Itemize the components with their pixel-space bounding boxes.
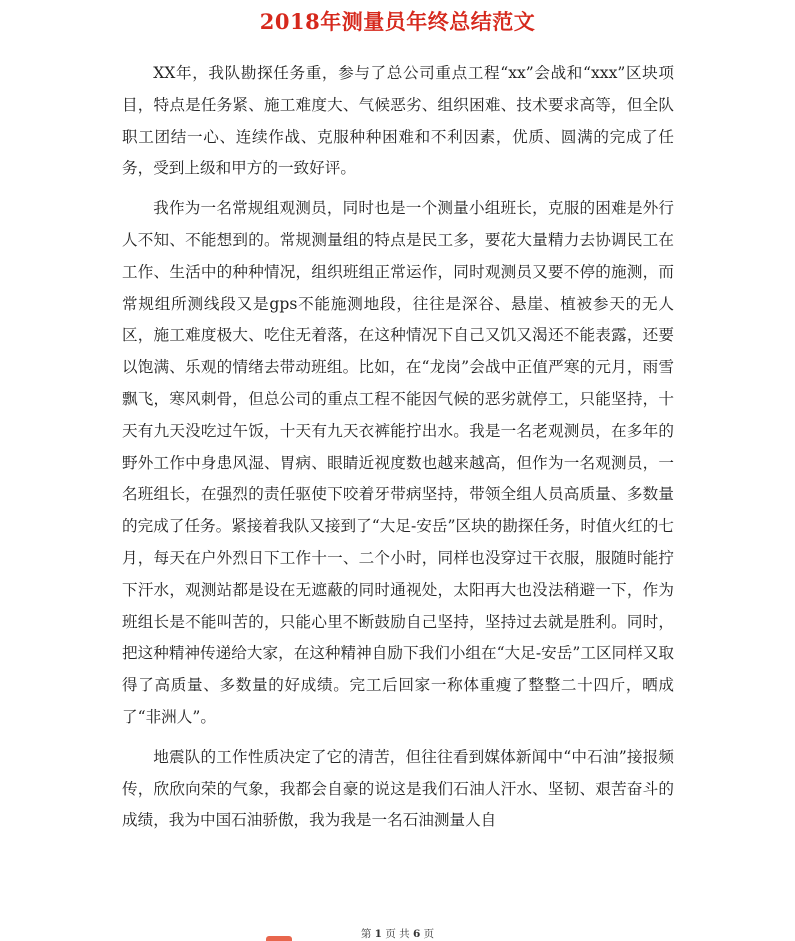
- document-title: 2018年测量员年终总结范文: [259, 9, 536, 34]
- footer-total-pages: 6: [413, 928, 421, 940]
- footer-prefix: 第: [360, 928, 372, 940]
- footer-middle: 页 共: [385, 928, 410, 940]
- document-body: [122, 58, 674, 845]
- footer-suffix: 页: [423, 928, 435, 940]
- paragraph-3: 地震队的工作性质决定了它的清苦，但往往看到媒体新闻中“中石油”接报频传，欣欣向荣的气象，我都会自豪的说这是我们石油人汗水、坚韧、艰苦奋斗的成绩，我为中国石油骄傲，我为我是一名石油测量人自: [122, 747, 674, 830]
- paragraph-1: XX年，我队勘探任务重，参与了总公司重点工程“xx”会战和“xxx”区块项目，特点是任务紧、施工难度大、气候恶劣、组织困难、技术要求高等，但全队职工团结一心、连续作战、克服种种困难和不利因素，优质、圆满的完成了任务，受到上级和甲方的一致好评。: [122, 64, 674, 178]
- footer-current-page: 1: [374, 928, 382, 940]
- next-page-edge-mark: [266, 936, 292, 941]
- page-footer: [0, 926, 795, 941]
- paragraph-2: 我作为一名常规组观测员，同时也是一个测量小组班长，克服的困难是外行人不知、不能想到的。常规测量组的特点是民工多，要花大量精力去协调民工在工作、生活中的种种情况，组织班组正常运作，同时观测员又要不停的施测，而常规组所测线段又是gps不能施测地段，往往是深谷、悬崖、植被参天的无人区，施工难度极大、吃住无着落，在这种情况下自己又饥又渴还不能表露，还要以饱满、乐观的情绪去带动班组。比如，在“龙岗”会战中正值严寒的元月，雨雪飘飞，寒风刺骨，但总公司的重点工程不能因气候的恶劣就停工，只能坚持，十天有九天没吃过午饭，十天有九天衣裤能拧出水。我是一名老观测员，在多年的野外工作中身患风湿、胃病、眼睛近视度数也越来越高，但作为一名观测员，一名班组长，在强烈的责任驱使下咬着牙带病坚持，带领全组人员高质量、多数量的完成了任务。紧接着我队又接到了“大足-安岳”区块的勘探任务，时值火红的七月，每天在户外烈日下工作十一、二个小时，同样也没穿过干衣服，服随时能拧下汗水，观测站都是设在无遮蔽的同时通视处，太阳再大也没法稍避一下，作为班组长是不能叫苦的，只能心里不断鼓励自己坚持，坚持过去就是胜利。同时，把这种精神传递给大家，在这种精神自励下我们小组在“大足-安岳”工区同样又取得了高质量、多数量的好成绩。完工后回家一称体重瘦了整整二十四斤，晒成了“非洲人”。: [122, 199, 674, 726]
